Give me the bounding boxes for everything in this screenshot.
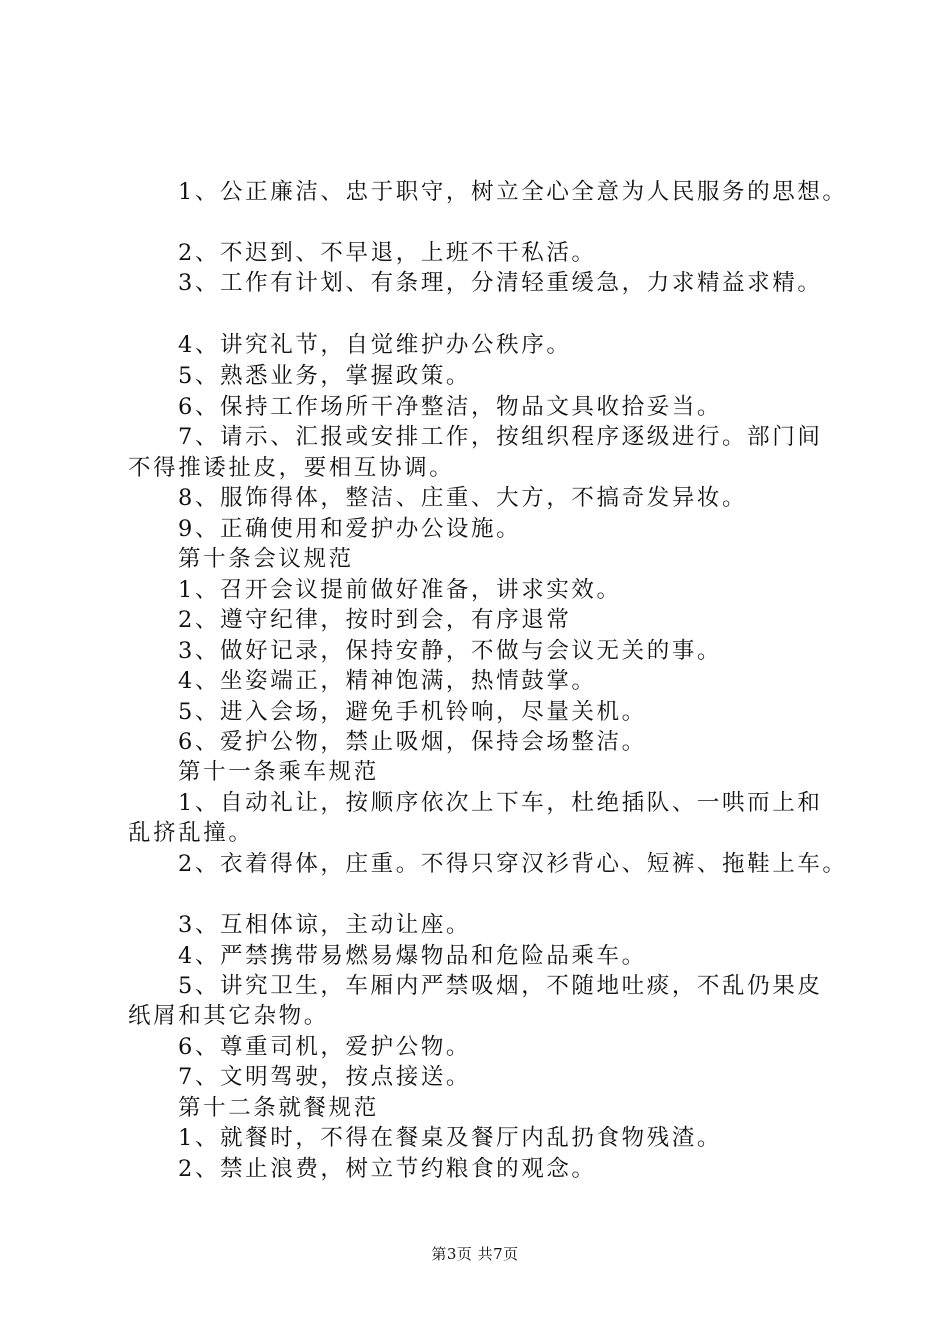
text-line: 2、不迟到、不早退，上班不干私活。 bbox=[178, 240, 597, 266]
text-line: 不得推诿扯皮，要相互协调。 bbox=[128, 455, 455, 481]
text-line: 3、工作有计划、有条理，分清轻重缓急，力求精益求精。 bbox=[178, 270, 823, 296]
section-heading: 第十条会议规范 bbox=[178, 546, 354, 572]
text-line: 1、自动礼让，按顺序依次上下车，杜绝插队、一哄而上和 bbox=[178, 790, 823, 816]
text-line: 7、文明驾驶，按点接送。 bbox=[178, 1064, 472, 1090]
text-line: 7、请示、汇报或安排工作，按组织程序逐级进行。部门间 bbox=[178, 424, 823, 450]
text-line: 1、公正廉洁、忠于职守，树立全心全意为人民服务的思想。 bbox=[178, 179, 848, 205]
text-line: 3、做好记录，保持安静，不做与会议无关的事。 bbox=[178, 638, 723, 664]
text-line: 4、坐姿端正，精神饱满，热情鼓掌。 bbox=[178, 668, 597, 694]
text-line: 乱挤乱撞。 bbox=[128, 820, 254, 846]
section-heading: 第十一条乘车规范 bbox=[178, 759, 379, 785]
text-line: 5、熟悉业务，掌握政策。 bbox=[178, 363, 472, 389]
text-line: 9、正确使用和爱护办公设施。 bbox=[178, 516, 522, 542]
text-line: 1、召开会议提前做好准备，讲求实效。 bbox=[178, 577, 622, 603]
text-line: 2、衣着得体，庄重。不得只穿汉衫背心、短裤、拖鞋上车。 bbox=[178, 851, 848, 877]
text-line: 纸屑和其它杂物。 bbox=[128, 1003, 329, 1029]
page-footer: 第3页 共7页 bbox=[431, 1245, 519, 1263]
text-line: 6、爱护公物，禁止吸烟，保持会场整洁。 bbox=[178, 729, 647, 755]
text-line: 6、保持工作场所干净整洁，物品文具收拾妥当。 bbox=[178, 394, 723, 420]
text-line: 6、尊重司机，爱护公物。 bbox=[178, 1034, 472, 1060]
text-line: 5、进入会场，避免手机铃响，尽量关机。 bbox=[178, 699, 647, 725]
text-line: 1、就餐时，不得在餐桌及餐厅内乱扔食物残渣。 bbox=[178, 1125, 723, 1151]
text-line: 2、禁止浪费，树立节约粮食的观念。 bbox=[178, 1156, 597, 1182]
text-line: 4、严禁携带易燃易爆物品和危险品乘车。 bbox=[178, 943, 647, 969]
text-line: 2、遵守纪律，按时到会，有序退常 bbox=[178, 607, 572, 633]
text-line: 4、讲究礼节，自觉维护办公秩序。 bbox=[178, 332, 572, 358]
text-line: 3、互相体谅，主动让座。 bbox=[178, 912, 472, 938]
text-line: 5、讲究卫生，车厢内严禁吸烟，不随地吐痰，不乱仍果皮 bbox=[178, 973, 823, 999]
text-line: 8、服饰得体，整洁、庄重、大方，不搞奇发异妆。 bbox=[178, 485, 748, 511]
section-heading: 第十二条就餐规范 bbox=[178, 1095, 379, 1121]
